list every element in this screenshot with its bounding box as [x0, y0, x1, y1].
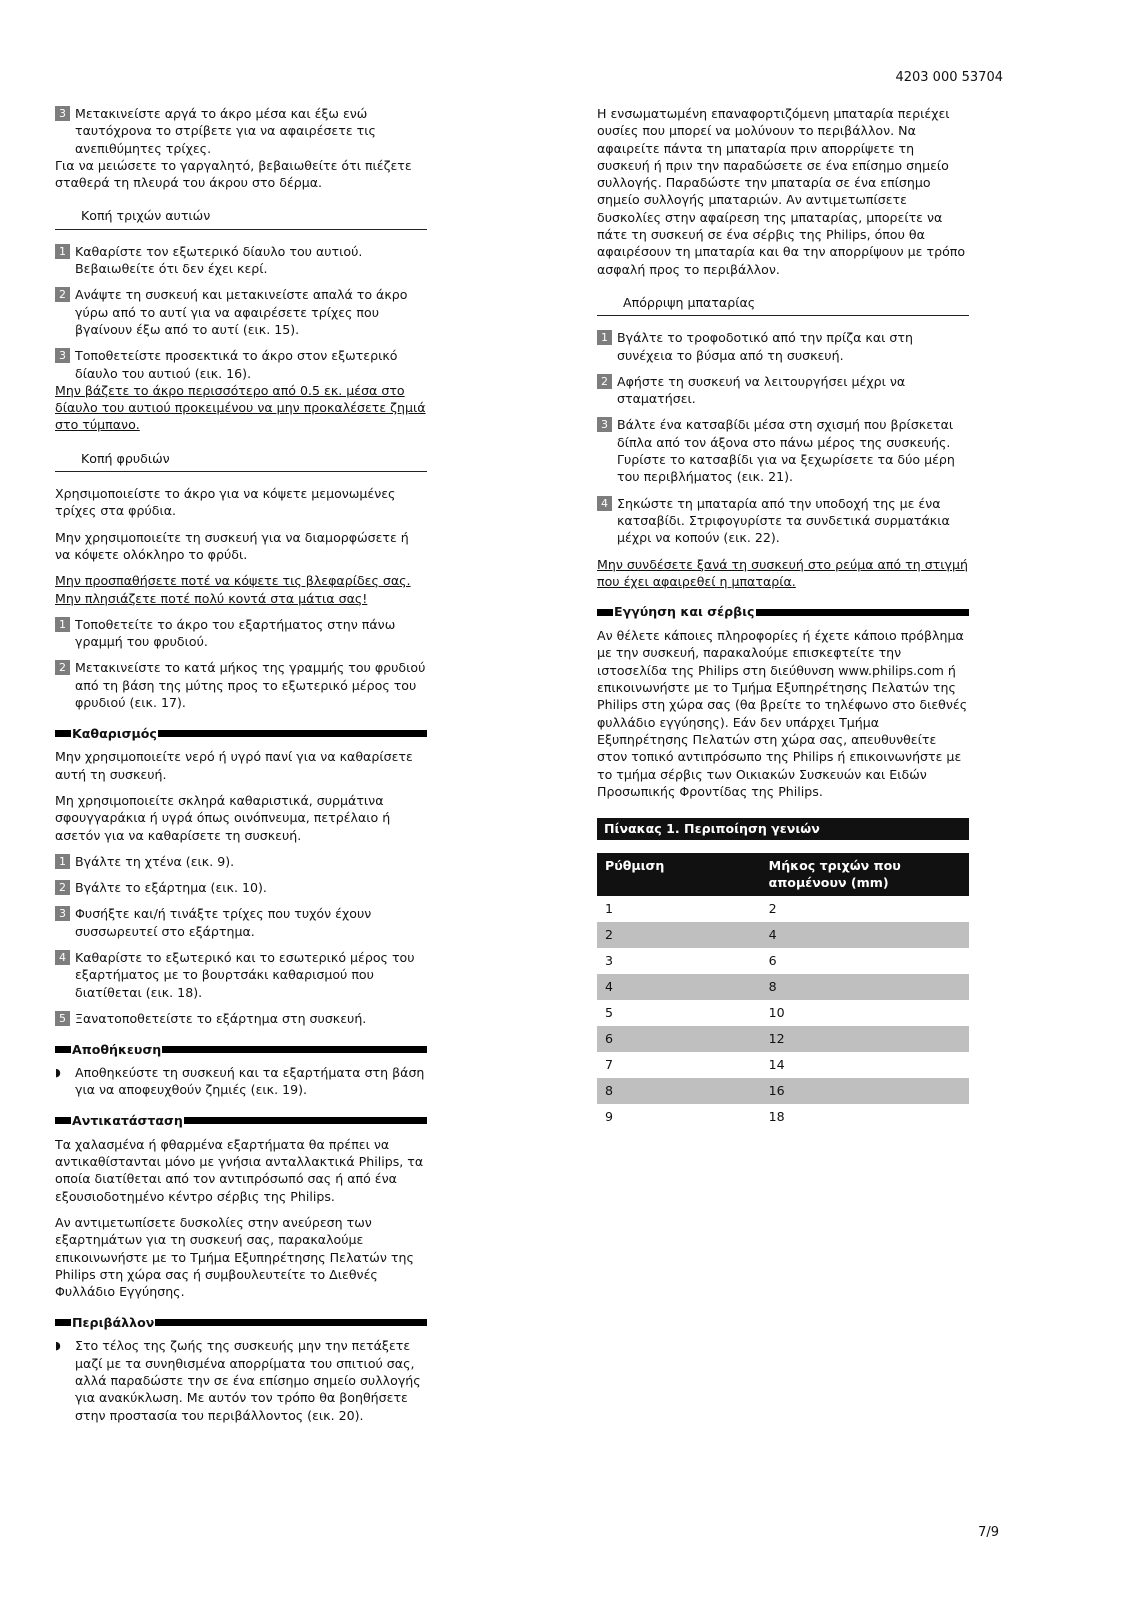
step-text: Ξανατοποθετείστε το εξάρτημα στη συσκευή.	[75, 1010, 367, 1026]
table-header-cell: Μήκος τριχών που απομένουν (mm)	[761, 853, 969, 896]
step-item	[55, 905, 427, 940]
bullet-item	[55, 1064, 427, 1099]
step-item	[55, 286, 427, 338]
step-item	[597, 373, 969, 408]
step-number: 4	[55, 950, 70, 965]
table-row	[597, 974, 969, 1000]
table-row	[597, 1104, 969, 1130]
step-number: 2	[597, 374, 612, 389]
step-text: Μετακινείστε το κατά μήκος της γραμμής του φρυδιού από τη βάση της μύτης προς το εξωτερικό μέρος του φρυδιού (εικ. 17).	[75, 660, 426, 711]
step-text: Φυσήξτε και/ή τινάξτε τρίχες που τυχόν έχουν συσσωρευτεί στο εξάρτημα.	[75, 906, 372, 939]
step-number: 3	[55, 906, 70, 921]
section-title: Αποθήκευση	[72, 1041, 162, 1057]
left-column	[55, 105, 427, 1433]
table-cell: 1	[605, 901, 614, 917]
table-cell: 8	[597, 1078, 761, 1104]
paragraph: Μην χρησιμοποιείτε νερό ή υγρό πανί για να καθαρίσετε αυτή τη συσκευή.	[55, 749, 413, 782]
step-number: 3	[55, 106, 70, 121]
table-cell: 5	[605, 1005, 614, 1021]
step-text: Καθαρίστε το εξωτερικό και το εσωτερικό μέρος του εξαρτήματος με το βουρτσάκι καθαρισμού που διατίθεται (εικ. 18).	[75, 949, 415, 1000]
step-item	[597, 416, 969, 485]
step-number: 2	[55, 287, 70, 302]
table-cell: 8	[761, 974, 969, 1000]
step-item	[597, 329, 969, 364]
bullet-icon: ◗	[55, 1339, 61, 1353]
step-number: 4	[597, 496, 612, 511]
page-number: 7/9	[978, 1525, 999, 1540]
table-cell: 6	[768, 953, 777, 969]
step-text: Βγάλτε το τροφοδοτικό από την πρίζα και στη συνέχεια το βύσμα από τη συσκευή.	[617, 330, 913, 363]
step-text: Βάλτε ένα κατσαβίδι μέσα στη σχισμή που βρίσκεται δίπλα από τον άξονα στο πάνω μέρος της συσκευής. Γυρίστε το κατσαβίδι για να ξεχωρίσετε τα δύο μέρη του περιβλήματος (εικ. 21).	[617, 417, 955, 485]
step-item	[55, 1010, 427, 1027]
step-text: Τοποθετείτε το άκρο του εξαρτήματος στην πάνω γραμμή του φρυδιού.	[75, 616, 396, 650]
paragraph: Μην χρησιμοποιείτε τη συσκευή για να διαμορφώσετε ή να κόψετε ολόκληρο το φρύδι.	[55, 529, 409, 562]
section-heading-environment	[55, 1314, 427, 1330]
table-row	[597, 896, 969, 922]
table-row	[597, 1052, 969, 1078]
step-item	[597, 495, 969, 547]
warning-text: Μην βάζετε το άκρο περισσότερο από 0.5 εκ. μέσα στο δίαυλο του αυτιού προκειμένου να μην προκαλέσετε ζημιά στο τύμπανο.	[55, 382, 426, 433]
step-item	[55, 879, 427, 896]
settings-table	[597, 853, 969, 1130]
step-item	[55, 243, 427, 278]
step-item	[55, 853, 427, 870]
paragraph: Μη χρησιμοποιείτε σκληρά καθαριστικά, συρμάτινα σφουγγαράκια ή υγρά όπως οινόπνευμα, πετρέλαιο ή ασετόν για να καθαρίσετε τη συσκευή.	[55, 792, 391, 843]
step-number: 3	[597, 417, 612, 432]
bullet-icon: ◗	[55, 1066, 61, 1080]
step-number: 3	[55, 348, 70, 363]
warning-text: Μην προσπαθήσετε ποτέ να κόψετε τις βλεφαρίδες σας. Μην πλησιάζετε ποτέ πολύ κοντά στα μάτια σας!	[55, 573, 411, 606]
bullet-text: Αποθηκεύστε τη συσκευή και τα εξαρτήματα στη βάση για να αποφευχθούν ζημιές (εικ. 19).	[75, 1065, 425, 1098]
step-number: 2	[55, 660, 70, 675]
step-item	[55, 949, 427, 1001]
step-text: Σηκώστε τη μπαταρία από την υποδοχή της με ένα κατσαβίδι. Στριφογυρίστε τα συνδετικά συρματάκια μέχρι να κοπούν (εικ. 22).	[617, 495, 950, 546]
bullet-text: Στο τέλος της ζωής της συσκευής μην την πετάξετε μαζί με τα συνηθισμένα απορρίματα του σπιτιού σας, αλλά παραδώστε την σε ένα επίσημο σημείο συλλογής για ανακύκλωση. Με αυτόν τον τρόπο θα βοηθήσετε στην προστασία του περιβάλλοντος (εικ. 20).	[75, 1338, 421, 1423]
step-text: Βγάλτε τη χτένα (εικ. 9).	[75, 853, 235, 869]
paragraph: Αν αντιμετωπίσετε δυσκολίες στην ανεύρεση των εξαρτημάτων για τη συσκευή σας, παρακαλούμε επικοινωνήστε με το Τμήμα Εξυπηρέτησης Πελατών της Philips στη χώρα σας ή συμβουλευτείτε το Διεθνές Φυλλάδιο Εγγύησης.	[55, 1214, 414, 1300]
paragraph: Αν θέλετε κάποιες πληροφορίες ή έχετε κάποιο πρόβλημα με την συσκευή, παρακαλούμε επισκεφτείτε την ιστοσελίδα της Philips στη διεύθυνση www.philips.com ή επικοινωνήστε με το Τμήμα Εξυπηρέτησης Πελατών της Philips στη χώρα σας (θα βρείτε το τηλέφωνο στο διεθνές φυλλάδιο εγγύησης). Εάν δεν υπάρχει Τμήμα Εξυπηρέτησης Πελατών στη χώρα σας, απευθυνθείτε στον τοπικό αντιπρόσωπο της Philips ή επικοινωνήστε με το τμήμα σέρβις των Οικιακών Συσκευών και Ειδών Προσωπικής Φροντίδας της Philips.	[597, 628, 968, 799]
subheading-eyebrow-trimming: Κοπή φρυδιών	[55, 450, 427, 472]
table-cell: 2	[597, 922, 761, 948]
table-header-row	[597, 853, 969, 896]
section-title: Αντικατάσταση	[72, 1113, 183, 1129]
section-title: Περιβάλλον	[72, 1314, 155, 1330]
table-cell: 3	[605, 953, 614, 969]
section-heading-guarantee	[597, 604, 969, 620]
paragraph: Η ενσωματωμένη επαναφορτιζόμενη μπαταρία περιέχει ουσίες που μπορεί να μολύνουν το περιβάλλον. Να αφαιρείτε πάντα τη μπαταρία πριν απορρίψετε τη συσκευή ή πριν την παραδώσετε σε ένα επίσημο σημείο συλλογής. Παραδώστε την μπαταρία σε ένα επίσημο σημείο συλλογής μπαταριών. Αν αντιμετωπίσετε δυσκολίες στην αφαίρεση της μπαταρίας, μπορείτε να πάτε τη συσκευή σε ένα σέρβις της Philips, όπου θα αφαιρέσουν τη μπαταρία και θα την απορρίψουν με τρόπο ασφαλή προς το περιβάλλον.	[597, 106, 966, 277]
table-row	[597, 1026, 969, 1052]
note-text: Για να μειώσετε το γαργαλητό, βεβαιωθείτε ότι πιέζετε σταθερά τη πλευρά του άκρου στο δέρμα.	[55, 157, 412, 191]
table-cell: 6	[597, 1026, 761, 1052]
step-text: Τοποθετείστε προσεκτικά το άκρο στον εξωτερικό δίαυλο του αυτιού (εικ. 16).	[75, 348, 398, 381]
step-item	[55, 105, 427, 157]
table-row	[597, 1078, 969, 1104]
paragraph: Τα χαλασμένα ή φθαρμένα εξαρτήματα θα πρέπει να αντικαθίστανται μόνο με γνήσια ανταλλακτικά Philips, τα οποία διατίθεται από τον αντιπρόσωπό σας ή από ένα εξουσιοδοτημένο κέντρο σέρβις της Philips.	[55, 1136, 424, 1204]
table-cell: 9	[605, 1109, 614, 1125]
step-item	[55, 659, 427, 711]
subheading-battery-disposal: Απόρριψη μπαταρίας	[597, 294, 969, 316]
table-cell: 16	[761, 1078, 969, 1104]
table-header-cell: Ρύθμιση	[597, 853, 761, 896]
table-cell: 7	[605, 1057, 614, 1073]
step-text: Αφήστε τη συσκευή να λειτουργήσει μέχρι να σταματήσει.	[617, 373, 906, 407]
table-row	[597, 1000, 969, 1026]
step-number: 1	[55, 244, 70, 259]
step-text: Μετακινείστε αργά το άκρο μέσα και έξω ενώ ταυτόχρονα το στρίβετε για να αφαιρέσετε τις ανεπιθύμητες τρίχες.	[75, 106, 376, 156]
table-row	[597, 922, 969, 948]
step-text: Ανάψτε τη συσκευή και μετακινείστε απαλά το άκρο γύρω από το αυτί για να αφαιρέσετε τρίχες που βγαίνουν έξω από το αυτί (εικ. 15).	[75, 287, 408, 337]
step-number: 5	[55, 1011, 70, 1026]
step-item	[55, 616, 427, 651]
warning-text: Μην συνδέσετε ξανά τη συσκευή στο ρεύμα από τη στιγμή που έχει αφαιρεθεί η μπαταρία.	[597, 556, 968, 589]
paragraph: Χρησιμοποιείστε το άκρο για να κόψετε μεμονωμένες τρίχες στα φρύδια.	[55, 486, 396, 519]
table-cell: 2	[768, 901, 777, 917]
table-cell: 4	[761, 922, 969, 948]
subheading-ear-trimming: Κοπή τριχών αυτιών	[55, 207, 427, 229]
table-cell: 14	[768, 1057, 785, 1073]
section-heading-replacement	[55, 1113, 427, 1129]
step-number: 1	[55, 617, 70, 632]
step-number: 2	[55, 880, 70, 895]
section-title: Εγγύηση και σέρβις	[614, 604, 755, 620]
section-heading-storage	[55, 1041, 427, 1057]
table-cell: 10	[768, 1005, 785, 1021]
table-title: Πίνακας 1. Περιποίηση γενιών	[597, 818, 969, 840]
section-title: Καθαρισμός	[72, 725, 157, 741]
right-column	[597, 105, 969, 1130]
document-code: 4203 000 53704	[895, 70, 1003, 85]
bullet-item	[55, 1337, 427, 1423]
table-row	[597, 948, 969, 974]
table-cell: 4	[597, 974, 761, 1000]
table-cell: 18	[768, 1109, 785, 1125]
step-text: Βγάλτε το εξάρτημα (εικ. 10).	[75, 880, 267, 896]
table-cell: 12	[761, 1026, 969, 1052]
step-item	[55, 347, 427, 382]
step-number: 1	[55, 854, 70, 869]
step-number: 1	[597, 330, 612, 345]
section-heading-cleaning	[55, 725, 427, 741]
step-text: Καθαρίστε τον εξωτερικό δίαυλο του αυτιού. Βεβαιωθείτε ότι δεν έχει κερί.	[75, 243, 363, 277]
